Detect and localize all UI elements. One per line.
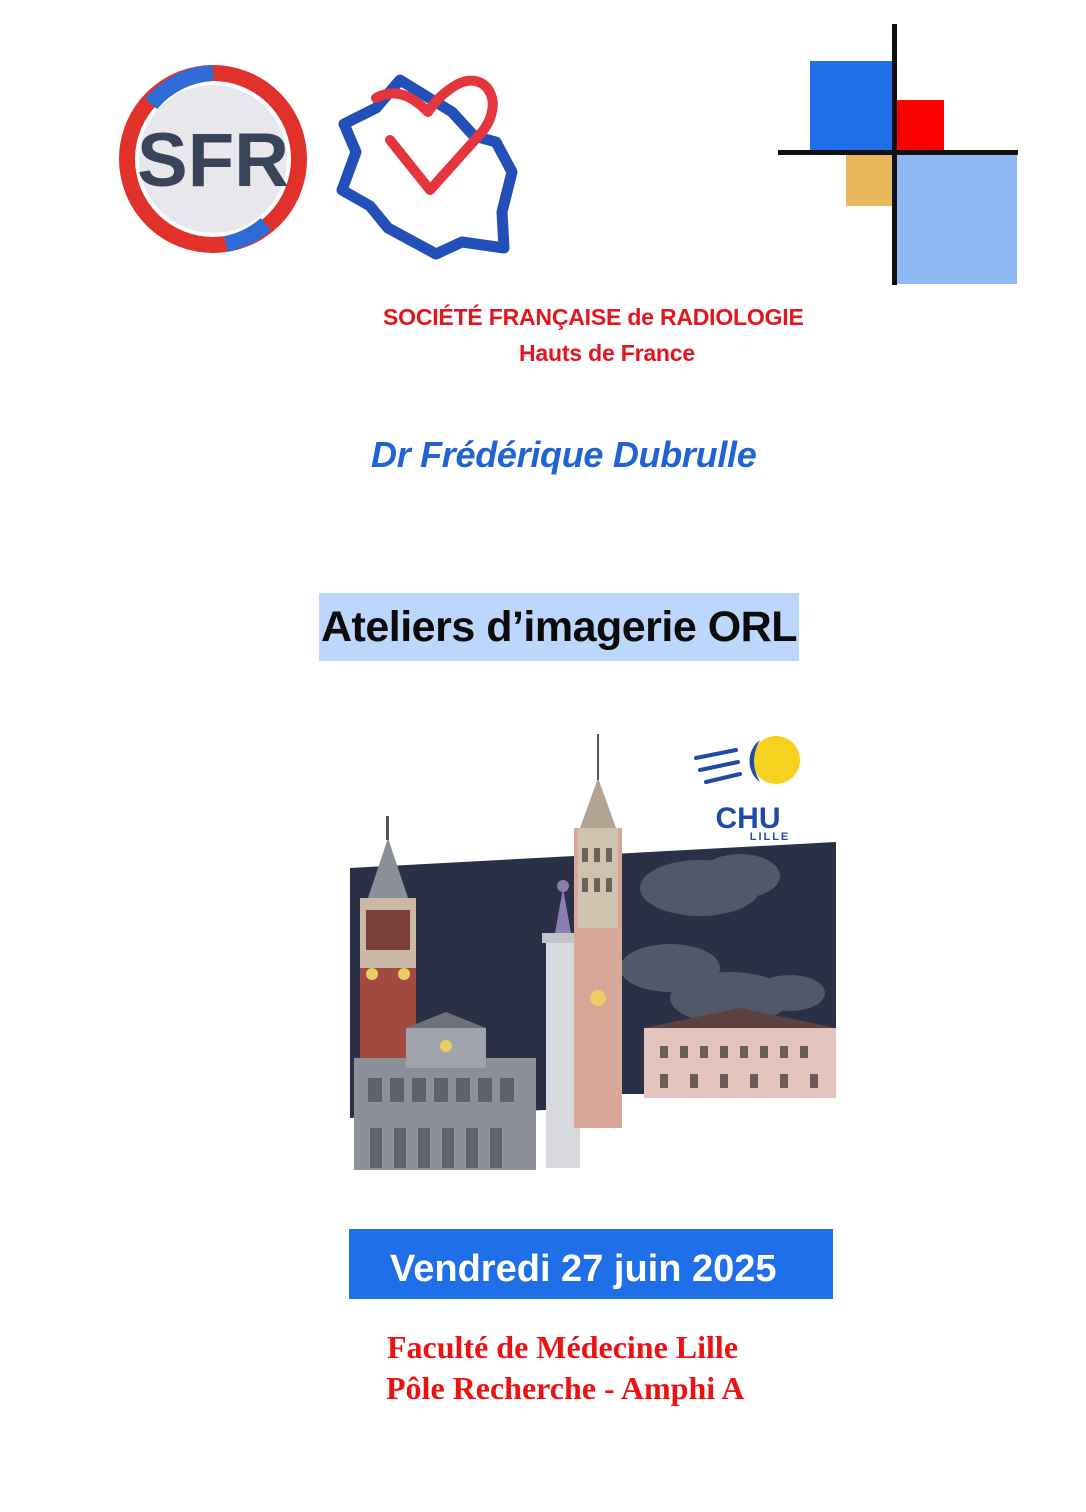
speaker-name: Dr Frédérique Dubrulle <box>371 434 757 475</box>
venue-room: Pôle Recherche - Amphi A <box>386 1370 745 1406</box>
lille-illustration <box>350 728 840 1170</box>
chu-lille-logo <box>696 736 800 843</box>
mondrian-graphic <box>776 24 1022 288</box>
event-date: Vendredi 27 juin 2025 <box>349 1229 833 1299</box>
organization-region: Hauts de France <box>519 340 695 366</box>
sfr-logo-text: SFR <box>137 118 289 203</box>
chu-text: CHU <box>715 802 781 835</box>
france-heart-logo <box>336 72 522 260</box>
venue-faculty: Faculté de Médecine Lille <box>387 1329 739 1365</box>
organization-name: SOCIÉTÉ FRANÇAISE de RADIOLOGIE <box>383 304 804 330</box>
chu-city-text: LILLE <box>749 831 791 843</box>
event-title: Ateliers d’imagerie ORL <box>319 593 799 661</box>
sfr-logo <box>116 64 310 254</box>
